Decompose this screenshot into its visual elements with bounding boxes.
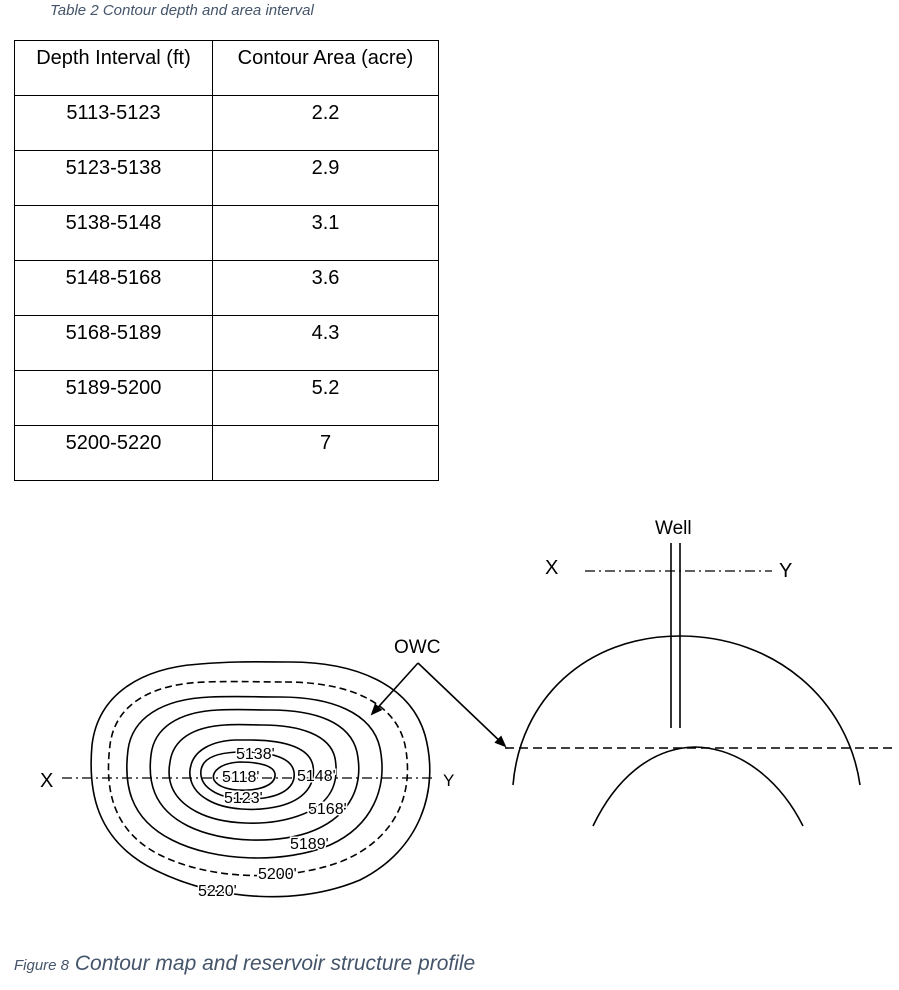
table-header-row [15, 41, 439, 96]
area-cell: 3.6 [213, 261, 439, 316]
area-cell: 5.2 [213, 371, 439, 426]
depth-cell: 5148-5168 [15, 261, 213, 316]
figure-caption [14, 952, 475, 976]
contour-label-5123: 5123' [224, 790, 263, 807]
area-cell: 7 [213, 426, 439, 481]
depth-cell: 5113-5123 [15, 96, 213, 151]
contour-label-5220: 5220' [198, 883, 237, 900]
map-x-label: X [40, 770, 54, 792]
contour-label-5118: 5118' [222, 769, 260, 786]
owc-arrow-to-profile [418, 663, 505, 746]
contour-figure [0, 490, 899, 910]
header-depth-interval: Depth Interval (ft) [15, 41, 213, 96]
profile-x-label: X [545, 557, 559, 579]
profile-y-label: Y [779, 560, 793, 582]
contour-map [91, 662, 430, 897]
contour-label-5200: 5200' [258, 866, 297, 883]
table-row [15, 371, 439, 426]
structure-top-arc [513, 636, 860, 785]
table-row [15, 206, 439, 261]
contour-label-5189: 5189' [290, 836, 329, 853]
well-label: Well [655, 518, 692, 539]
contour-label-5138: 5138' [236, 746, 275, 763]
table-row [15, 426, 439, 481]
depth-cell: 5168-5189 [15, 316, 213, 371]
contour-label-5168: 5168' [308, 801, 347, 818]
table-row [15, 96, 439, 151]
header-contour-area: Contour Area (acre) [213, 41, 439, 96]
depth-cell: 5200-5220 [15, 426, 213, 481]
structure-bottom-arc [593, 747, 803, 826]
area-cell: 3.1 [213, 206, 439, 261]
table-row [15, 316, 439, 371]
depth-cell: 5189-5200 [15, 371, 213, 426]
table-row [15, 261, 439, 316]
map-y-label: Y [443, 771, 455, 790]
structure-profile [505, 543, 893, 826]
owc-label: OWC [394, 637, 441, 658]
area-cell: 2.9 [213, 151, 439, 206]
depth-cell: 5138-5148 [15, 206, 213, 261]
area-cell: 4.3 [213, 316, 439, 371]
contour-label-5148: 5148' [297, 768, 336, 785]
figure-number: Figure 8 [14, 957, 70, 974]
area-cell: 2.2 [213, 96, 439, 151]
table-caption: Table 2 Contour depth and area interval [50, 2, 314, 19]
table-row [15, 151, 439, 206]
contour-table [14, 40, 439, 481]
depth-cell: 5123-5138 [15, 151, 213, 206]
figure-caption-text: Contour map and reservoir structure profile [74, 952, 476, 975]
